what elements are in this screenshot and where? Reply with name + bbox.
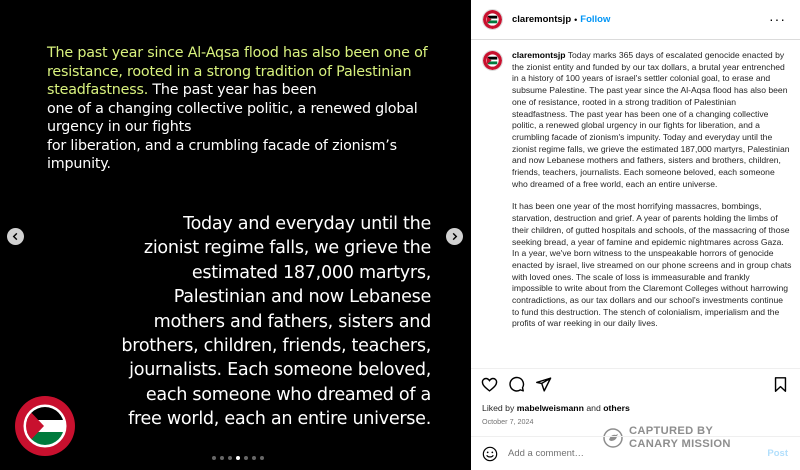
carousel-dot bbox=[212, 456, 216, 460]
avatar[interactable] bbox=[482, 9, 503, 30]
caption-body bbox=[512, 50, 792, 330]
likes-middle: and bbox=[583, 403, 604, 413]
share-button[interactable] bbox=[535, 376, 552, 393]
caption-avatar[interactable] bbox=[482, 50, 503, 71]
carousel-dot bbox=[252, 456, 256, 460]
post-details-panel bbox=[471, 0, 800, 470]
sjp-seal-icon bbox=[14, 395, 76, 457]
slide-bottom-line: journalists. Each someone beloved, bbox=[129, 360, 431, 381]
emoji-icon bbox=[482, 446, 498, 462]
comment-input[interactable] bbox=[508, 448, 758, 459]
caption-username[interactable]: claremontsjp bbox=[512, 50, 566, 60]
caption-paragraph: It has been one year of the most horrifying massacres, bombings, starvation, destruction and grief. A year of parents holding the limbs of their children, of gutted hospitals and schools, of the massacring of those seeking bread, a year of famine and epidemic nightmares across Gaza. In a year, we've born witness to the unspeakable horrors of genocide enacted by israel, live streamed on our phone screens and in group chats with loved ones. The scale of loss is immeasurable and frankly impossible to write about from the Claremont Colleges without harrowing contradictions, as our tax dollars and our school's investments continue to fund this destruction. The stench of colonialism, imperialism and the profits of war reeking in our daily lives. bbox=[512, 201, 792, 329]
more-options-icon[interactable]: ··· bbox=[769, 11, 786, 27]
slide-bottom-line: mothers and fathers, sisters and bbox=[153, 311, 431, 332]
chevron-right-icon bbox=[450, 232, 459, 241]
sjp-avatar-icon bbox=[483, 51, 502, 70]
slide-bottom-line: each someone who dreamed of a bbox=[145, 384, 431, 405]
chevron-left-icon bbox=[11, 232, 20, 241]
header-username[interactable]: claremontsjp bbox=[512, 14, 572, 25]
slide-bottom-line: zionist regime falls, we grieve the bbox=[143, 238, 431, 259]
heart-icon bbox=[481, 376, 498, 393]
watermark-line: CANARY MISSION bbox=[629, 437, 731, 450]
slide-top-line: urgency in our fights bbox=[47, 119, 192, 135]
carousel-dot bbox=[244, 456, 248, 460]
slide-top-line: impunity. bbox=[47, 156, 111, 172]
caption-text: Today marks 365 days of escalated genocide enacted by the zionist entity and funded by our tax dollars, a brutal year entrenched in a history of 100 years of israel's settler colonial goal, to erase and subsume Palestine. The past year since the Al-Aqsa flood has also been one of resistance, rooted in a strong tradition of Palestinian steadfastness. The past year has been one of a changing collective politic, a renewed global urgency in our fights for liberation, and a crumbling facade of zionism's impunity. Today and everyday until the zionist regime falls, we grieve the estimated 187,000 martyrs, Palestinian and now Lebanese mothers and fathers, sisters and brothers, children, friends, teachers, journalists. Each someone beloved, each someone who dreamed of a free world, each an entire universe. bbox=[512, 50, 790, 189]
slide-top-line: The past year has been bbox=[148, 82, 317, 98]
slide-bottom-line: estimated 187,000 martyrs, bbox=[191, 262, 431, 283]
like-button[interactable] bbox=[481, 376, 498, 393]
liked-by-user[interactable]: mabelweismann bbox=[516, 403, 584, 413]
slide-text-top bbox=[47, 44, 447, 174]
bookmark-icon bbox=[772, 376, 789, 393]
post-caption bbox=[482, 50, 792, 370]
carousel-dot bbox=[260, 456, 264, 460]
post-header bbox=[471, 0, 800, 40]
slide-bottom-line: brothers, children, friends, teachers, bbox=[121, 336, 431, 357]
carousel-dot-active bbox=[236, 456, 240, 460]
post-date[interactable]: October 7, 2024 bbox=[482, 417, 534, 426]
carousel-dot bbox=[228, 456, 232, 460]
sjp-seal-logo bbox=[14, 395, 76, 457]
likes-summary bbox=[482, 403, 630, 413]
carousel-previous-button[interactable] bbox=[7, 228, 24, 245]
carousel-dot bbox=[220, 456, 224, 460]
follow-button[interactable]: Follow bbox=[580, 14, 611, 25]
slide-top-line: one of a changing collective politic, a renewed global bbox=[47, 100, 418, 117]
slide-top-line: for liberation, and a crumbling facade of zionism’s bbox=[47, 137, 397, 154]
slide-bottom-line: Today and everyday until the bbox=[183, 214, 431, 234]
likes-prefix: Liked by bbox=[482, 403, 517, 413]
sjp-avatar-icon bbox=[483, 10, 502, 29]
carousel-next-button[interactable] bbox=[446, 228, 463, 245]
slide-bottom-line: Palestinian and now Lebanese bbox=[173, 287, 431, 308]
carousel-dots bbox=[212, 456, 264, 460]
send-icon bbox=[535, 376, 552, 393]
comment-icon bbox=[508, 376, 525, 393]
save-button[interactable] bbox=[772, 376, 789, 393]
slide-text-bottom bbox=[95, 212, 431, 432]
liked-by-others[interactable]: others bbox=[603, 403, 630, 413]
post-comment-button[interactable]: Post bbox=[767, 448, 788, 459]
slide-highlight-text: The past year since Al-Aqsa flood has also been one of resistance, rooted in a strong tradition of Palestinian steadfastness. bbox=[47, 45, 428, 98]
slide-bottom-line: free world, each an entire universe. bbox=[128, 409, 431, 430]
emoji-button[interactable] bbox=[482, 446, 498, 462]
watermark-line: CAPTURED BY bbox=[629, 425, 714, 437]
header-separator: • bbox=[574, 14, 578, 25]
caption-paragraph bbox=[512, 50, 792, 190]
action-bar bbox=[471, 368, 800, 400]
add-comment-bar bbox=[471, 436, 800, 470]
comment-button[interactable] bbox=[508, 376, 525, 393]
